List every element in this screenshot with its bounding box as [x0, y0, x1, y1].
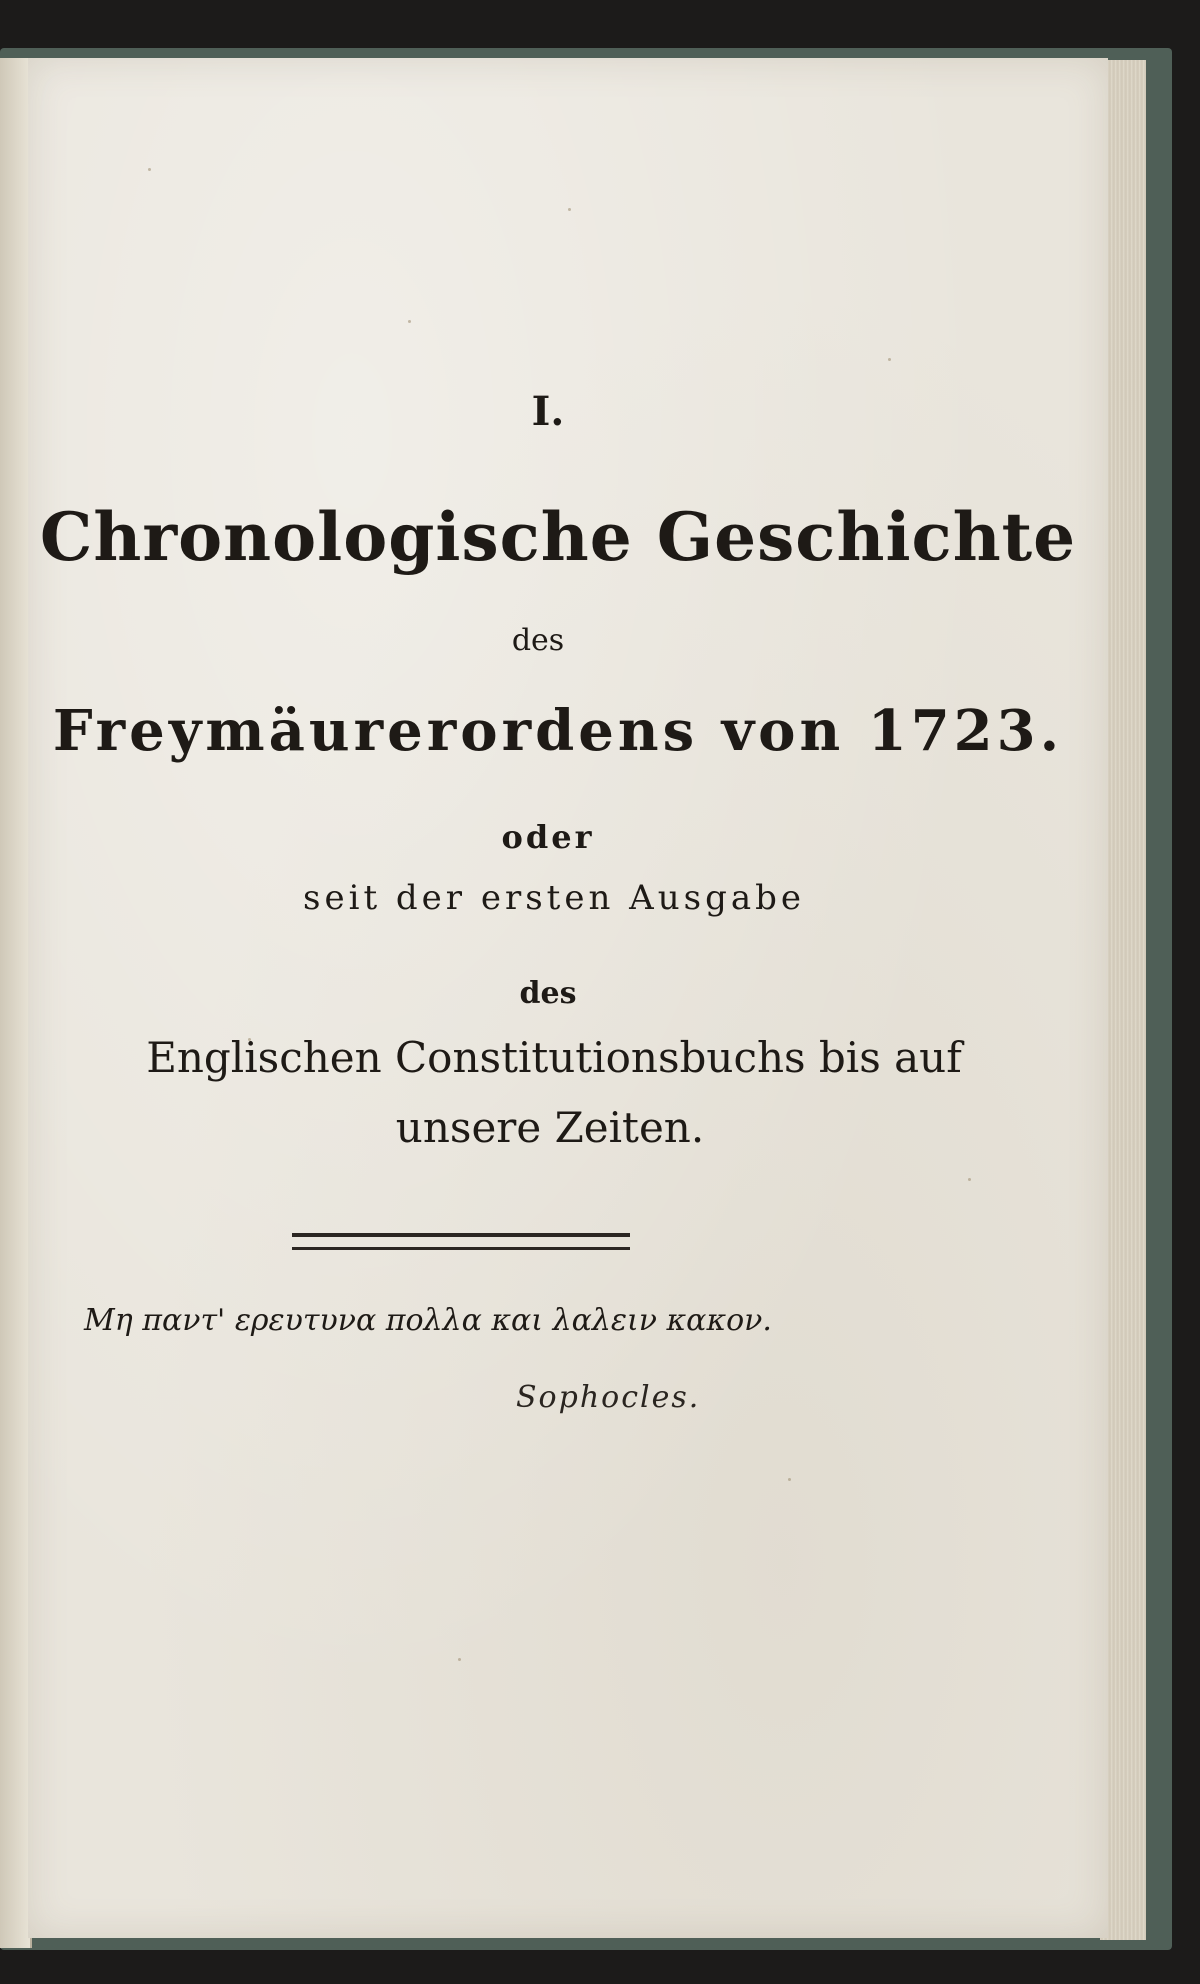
title-line-1: Chronologische Geschichte	[39, 498, 1077, 576]
section-number: I.	[531, 388, 565, 435]
title-line-2: Freymäurerordens von 1723.	[52, 698, 1064, 764]
title-des-1: des	[511, 623, 565, 658]
title-page	[28, 58, 1108, 1938]
motto-attribution: Sophocles.	[516, 1380, 701, 1415]
subtitle-des-2: des	[519, 976, 577, 1011]
subtitle-englischen: Englischen Constitutionsbuchs bis auf	[146, 1033, 962, 1082]
decorative-rule	[292, 1233, 630, 1250]
subtitle-oder: oder	[501, 818, 595, 856]
subtitle-unsere: unsere Zeiten.	[395, 1103, 705, 1152]
greek-motto: Μη παντ' ερευτυνα πολλα και λαλειν κακον.	[84, 1303, 772, 1338]
subtitle-seit: seit der ersten Ausgabe	[303, 878, 805, 918]
